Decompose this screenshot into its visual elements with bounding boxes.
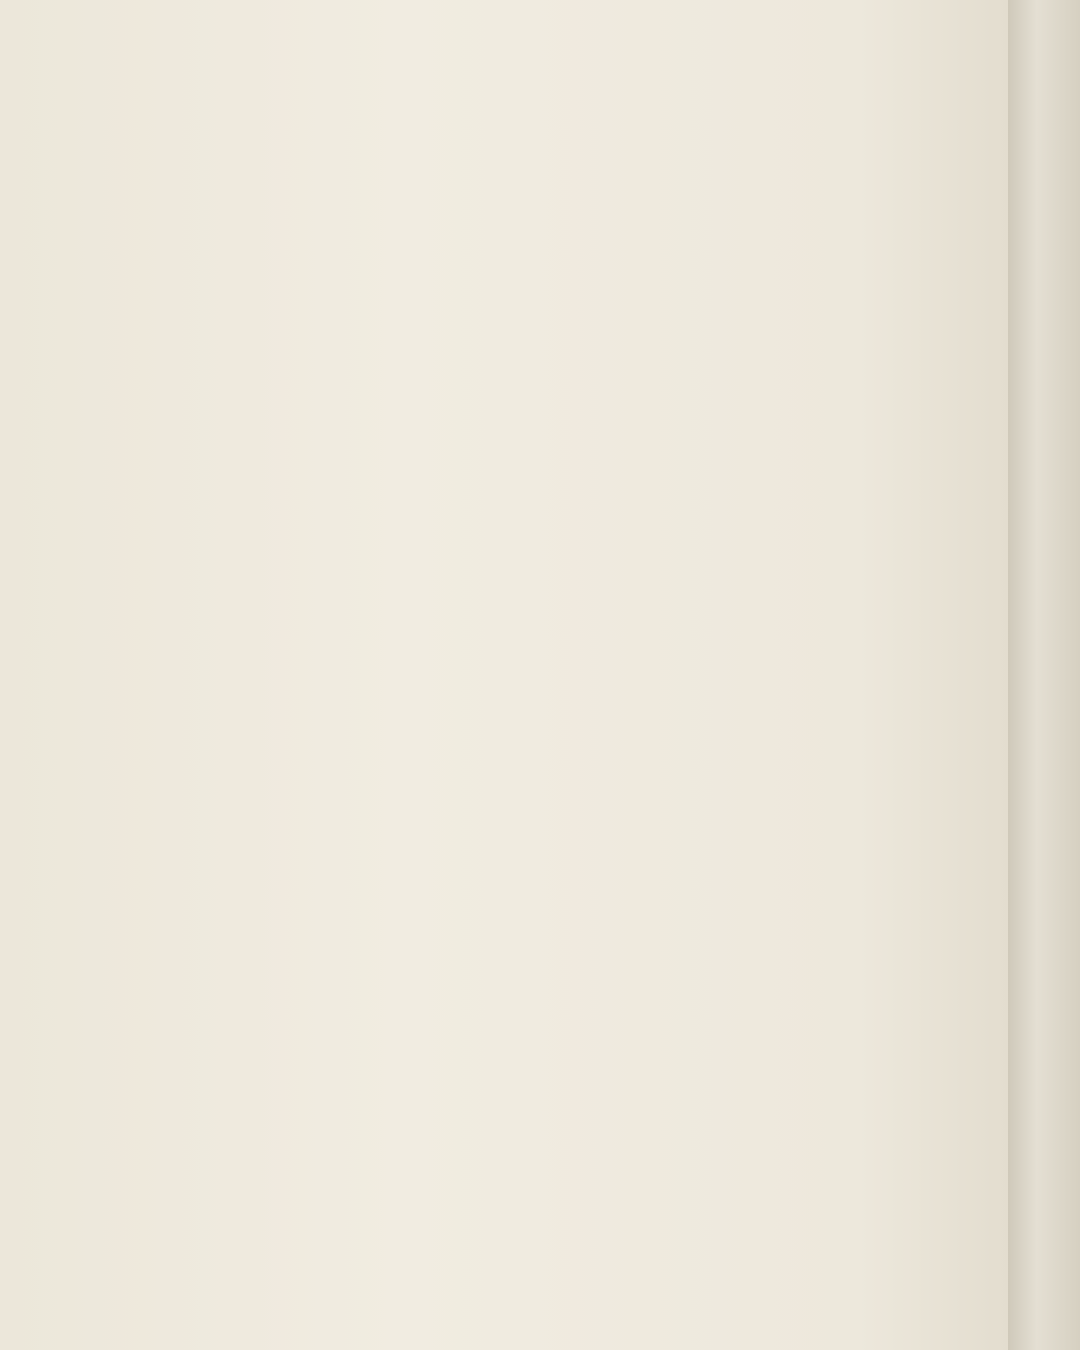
page-edge	[1008, 0, 1080, 1350]
table-of-contents	[149, 140, 930, 208]
parts	[150, 140, 930, 152]
page-number	[208, 141, 930, 152]
fin-mark	[149, 196, 929, 208]
top-entries	[150, 140, 930, 152]
